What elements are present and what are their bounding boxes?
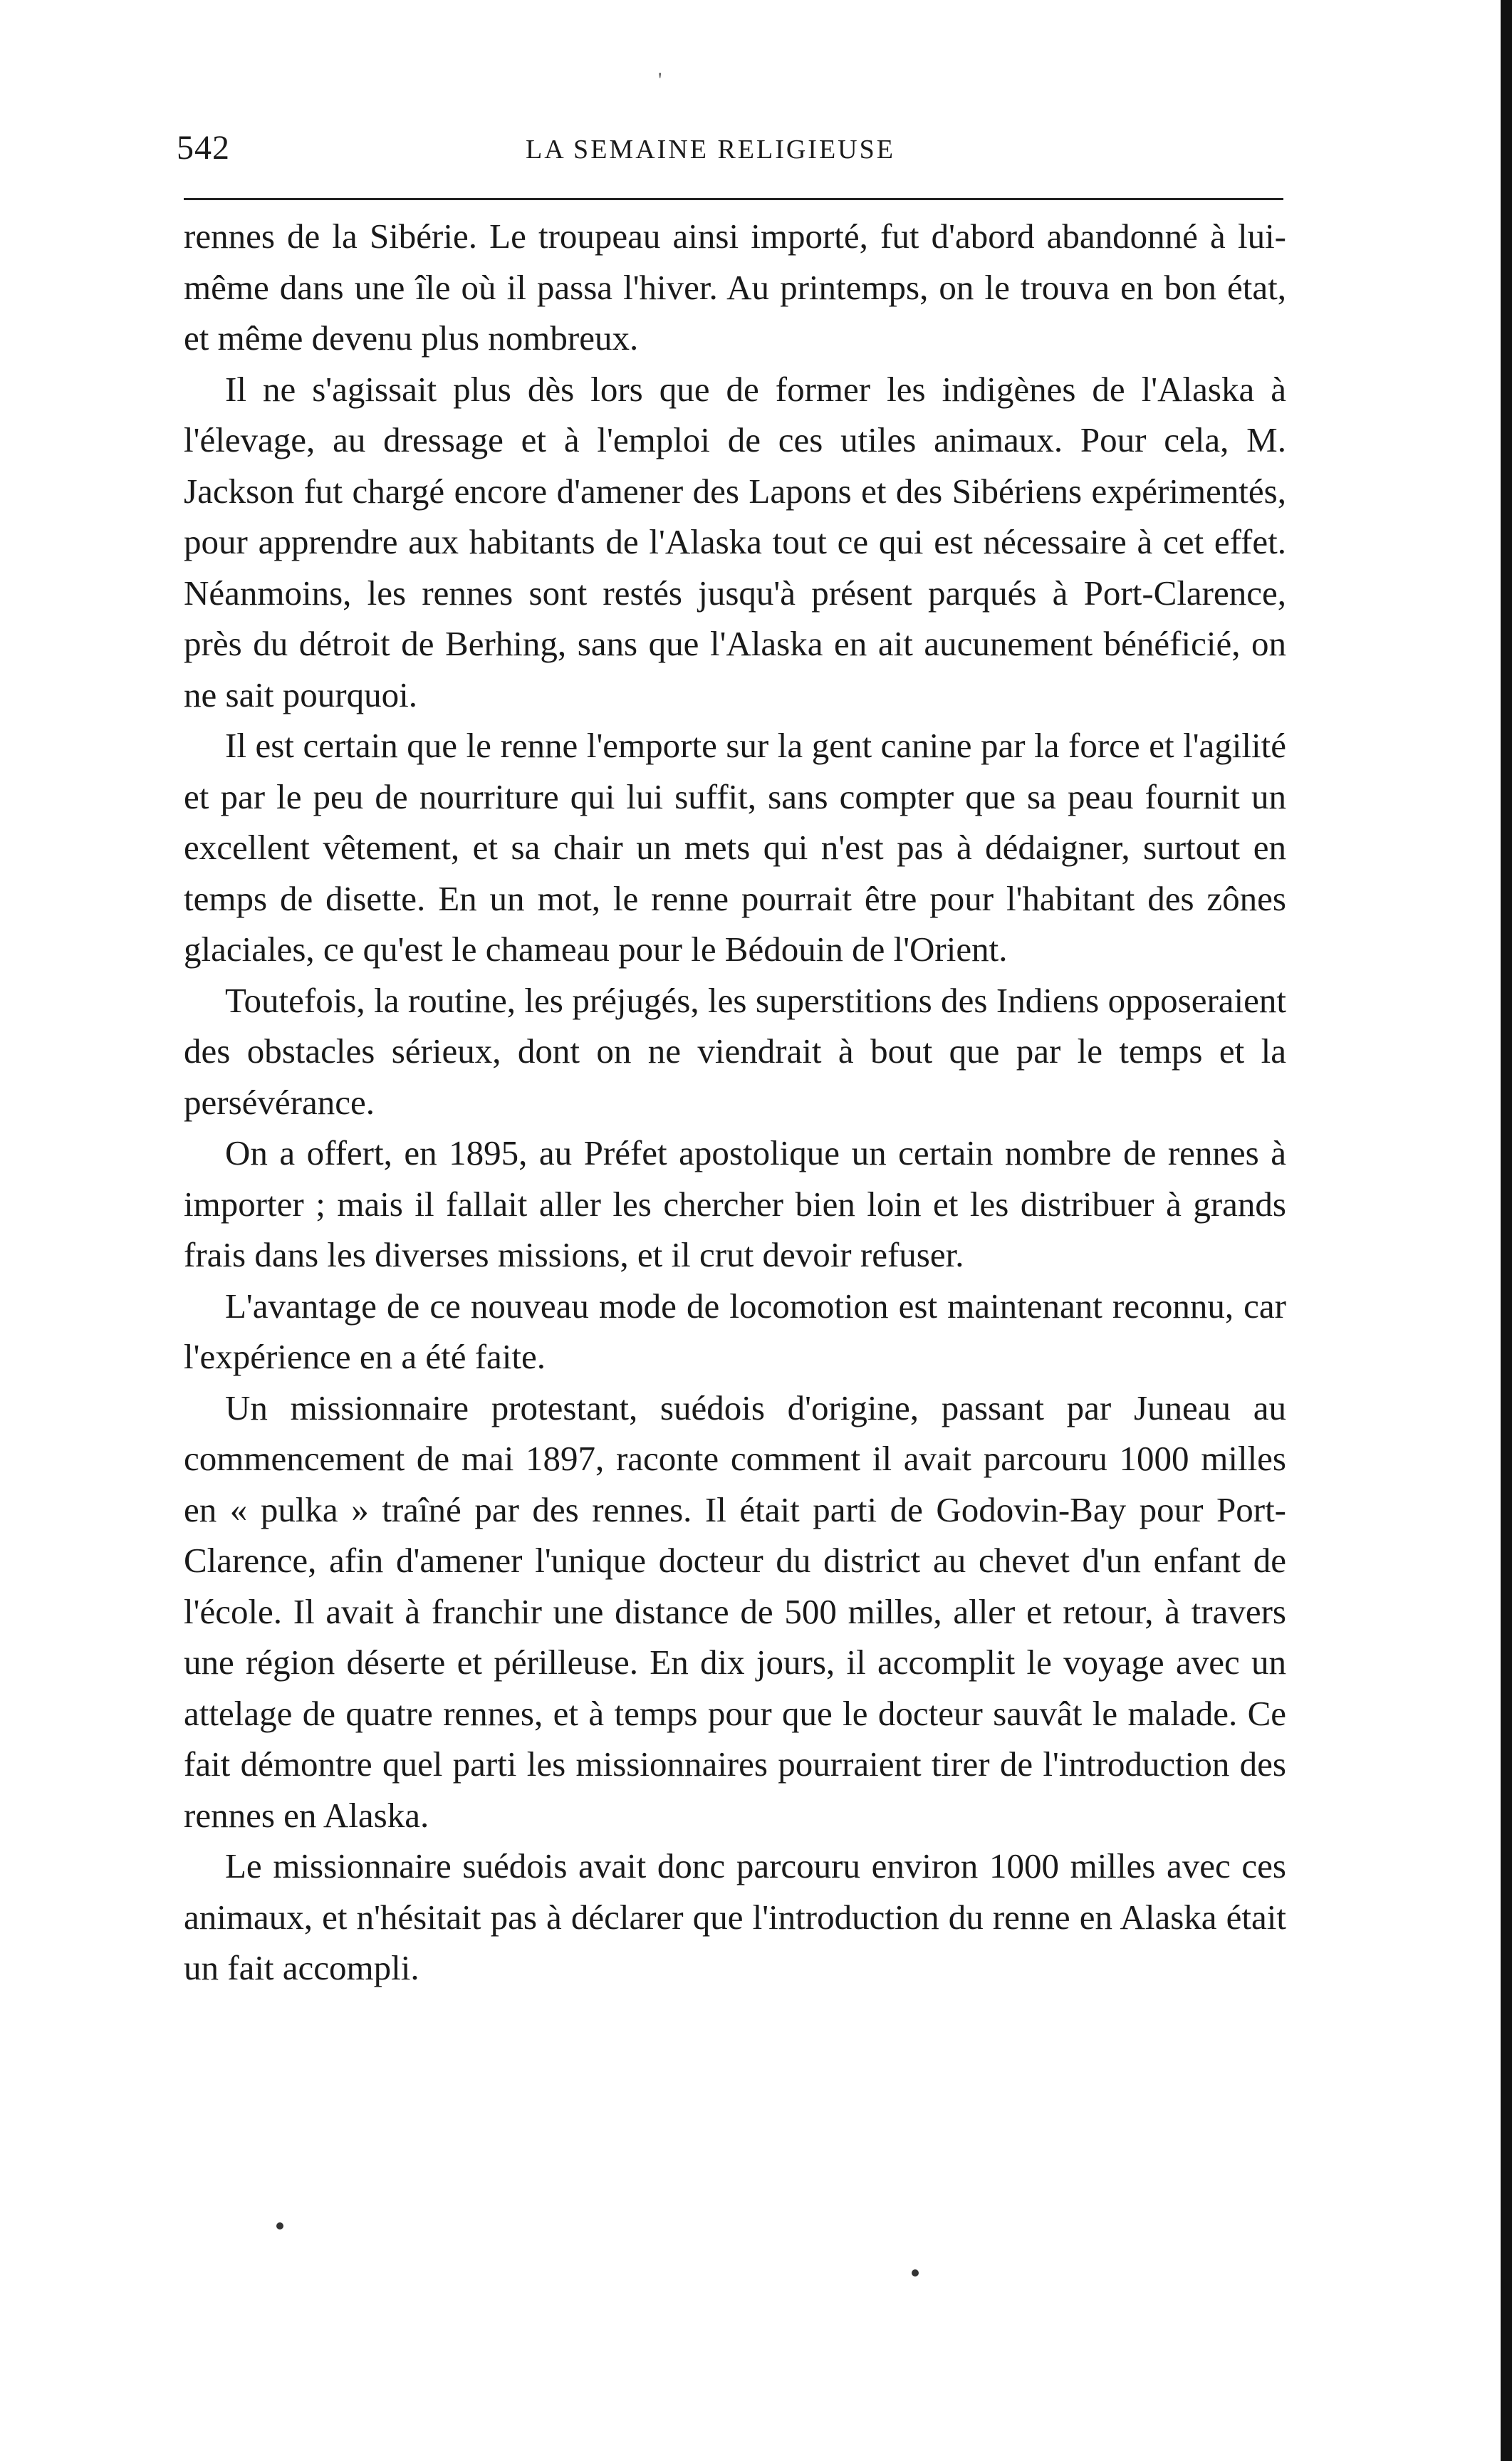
print-mark: ' xyxy=(658,68,662,92)
paragraph: Il est certain que le renne l'emporte sur la gent canine par la force et l'agilité et par le peu de nourriture qui lui suffit, sans compter que sa peau fournit un excellent vêtement, et sa chair un mets qui n'est pas à dédaigner, surtout en temps de disette. En un mot, le renne pourrait être pour l'habitant des zônes glaciales, ce qu'est le chameau pour le Bédouin de l'Orient. xyxy=(184,726,1286,969)
page-header xyxy=(177,128,1288,185)
paragraph: Le missionnaire suédois avait donc parcouru environ 1000 milles avec ces animaux, et n'hésitait pas à déclarer que l'introduction du renne en Alaska était un fait accompli. xyxy=(184,1846,1286,1987)
ink-speck xyxy=(276,2222,283,2230)
paragraph: rennes de la Sibérie. Le troupeau ainsi importé, fut d'abord abandonné à lui-même dans une île où il passa l'hiver. Au printemps, on le trouva en bon état, et même devenu plus nombreux. xyxy=(184,217,1286,358)
paragraph: On a offert, en 1895, au Préfet apostolique un certain nombre de rennes à importer ; mais il fallait aller les chercher bien loin et les distribuer à grands frais dans les diverses missions, et il crut devoir refuser. xyxy=(184,1133,1286,1274)
paragraph: Un missionnaire protestant, suédois d'origine, passant par Juneau au commencement de mai 1897, raconte comment il avait parcouru 1000 milles en « pulka » traîné par des rennes. Il était parti de Godovin-Bay pour Port-Clarence, afin d'amener l'unique docteur du district au chevet d'un enfant de l'école. Il avait à franchir une distance de 500 milles, aller et retour, à travers une région déserte et périlleuse. En dix jours, il accomplit le voyage avec un attelage de quatre rennes, et à temps pour que le docteur sauvât le malade. Ce fait démontre quel parti les missionnaires pourraient tirer de l'introduction des rennes en Alaska. xyxy=(184,1388,1286,1835)
paragraph: Toutefois, la routine, les préjugés, les superstitions des Indiens opposeraient des obstacles sérieux, dont on ne viendrait à bout que par le temps et la persévérance. xyxy=(184,980,1286,1122)
ink-speck xyxy=(912,2269,919,2277)
page-number: 542 xyxy=(177,129,230,167)
body-text xyxy=(184,211,1286,1994)
page-edge-border xyxy=(1501,0,1512,2461)
header-rule xyxy=(184,198,1283,200)
paragraph: L'avantage de ce nouveau mode de locomotion est maintenant reconnu, car l'expérience en a été faite. xyxy=(184,1286,1286,1376)
paragraph: Il ne s'agissait plus dès lors que de former les indigènes de l'Alaska à l'élevage, au dressage et à l'emploi de ces utiles animaux. Pour cela, M. Jackson fut chargé encore d'amener des Lapons et des Sibériens expérimentés, pour apprendre aux habitants de l'Alaska tout ce qui est nécessaire à cet effet. Néanmoins, les rennes sont restés jusqu'à présent parqués à Port-Clarence, près du détroit de Berhing, sans que l'Alaska en ait aucunement bénéficié, on ne sait pourquoi. xyxy=(184,369,1286,714)
running-title: LA SEMAINE RELIGIEUSE xyxy=(526,135,895,165)
